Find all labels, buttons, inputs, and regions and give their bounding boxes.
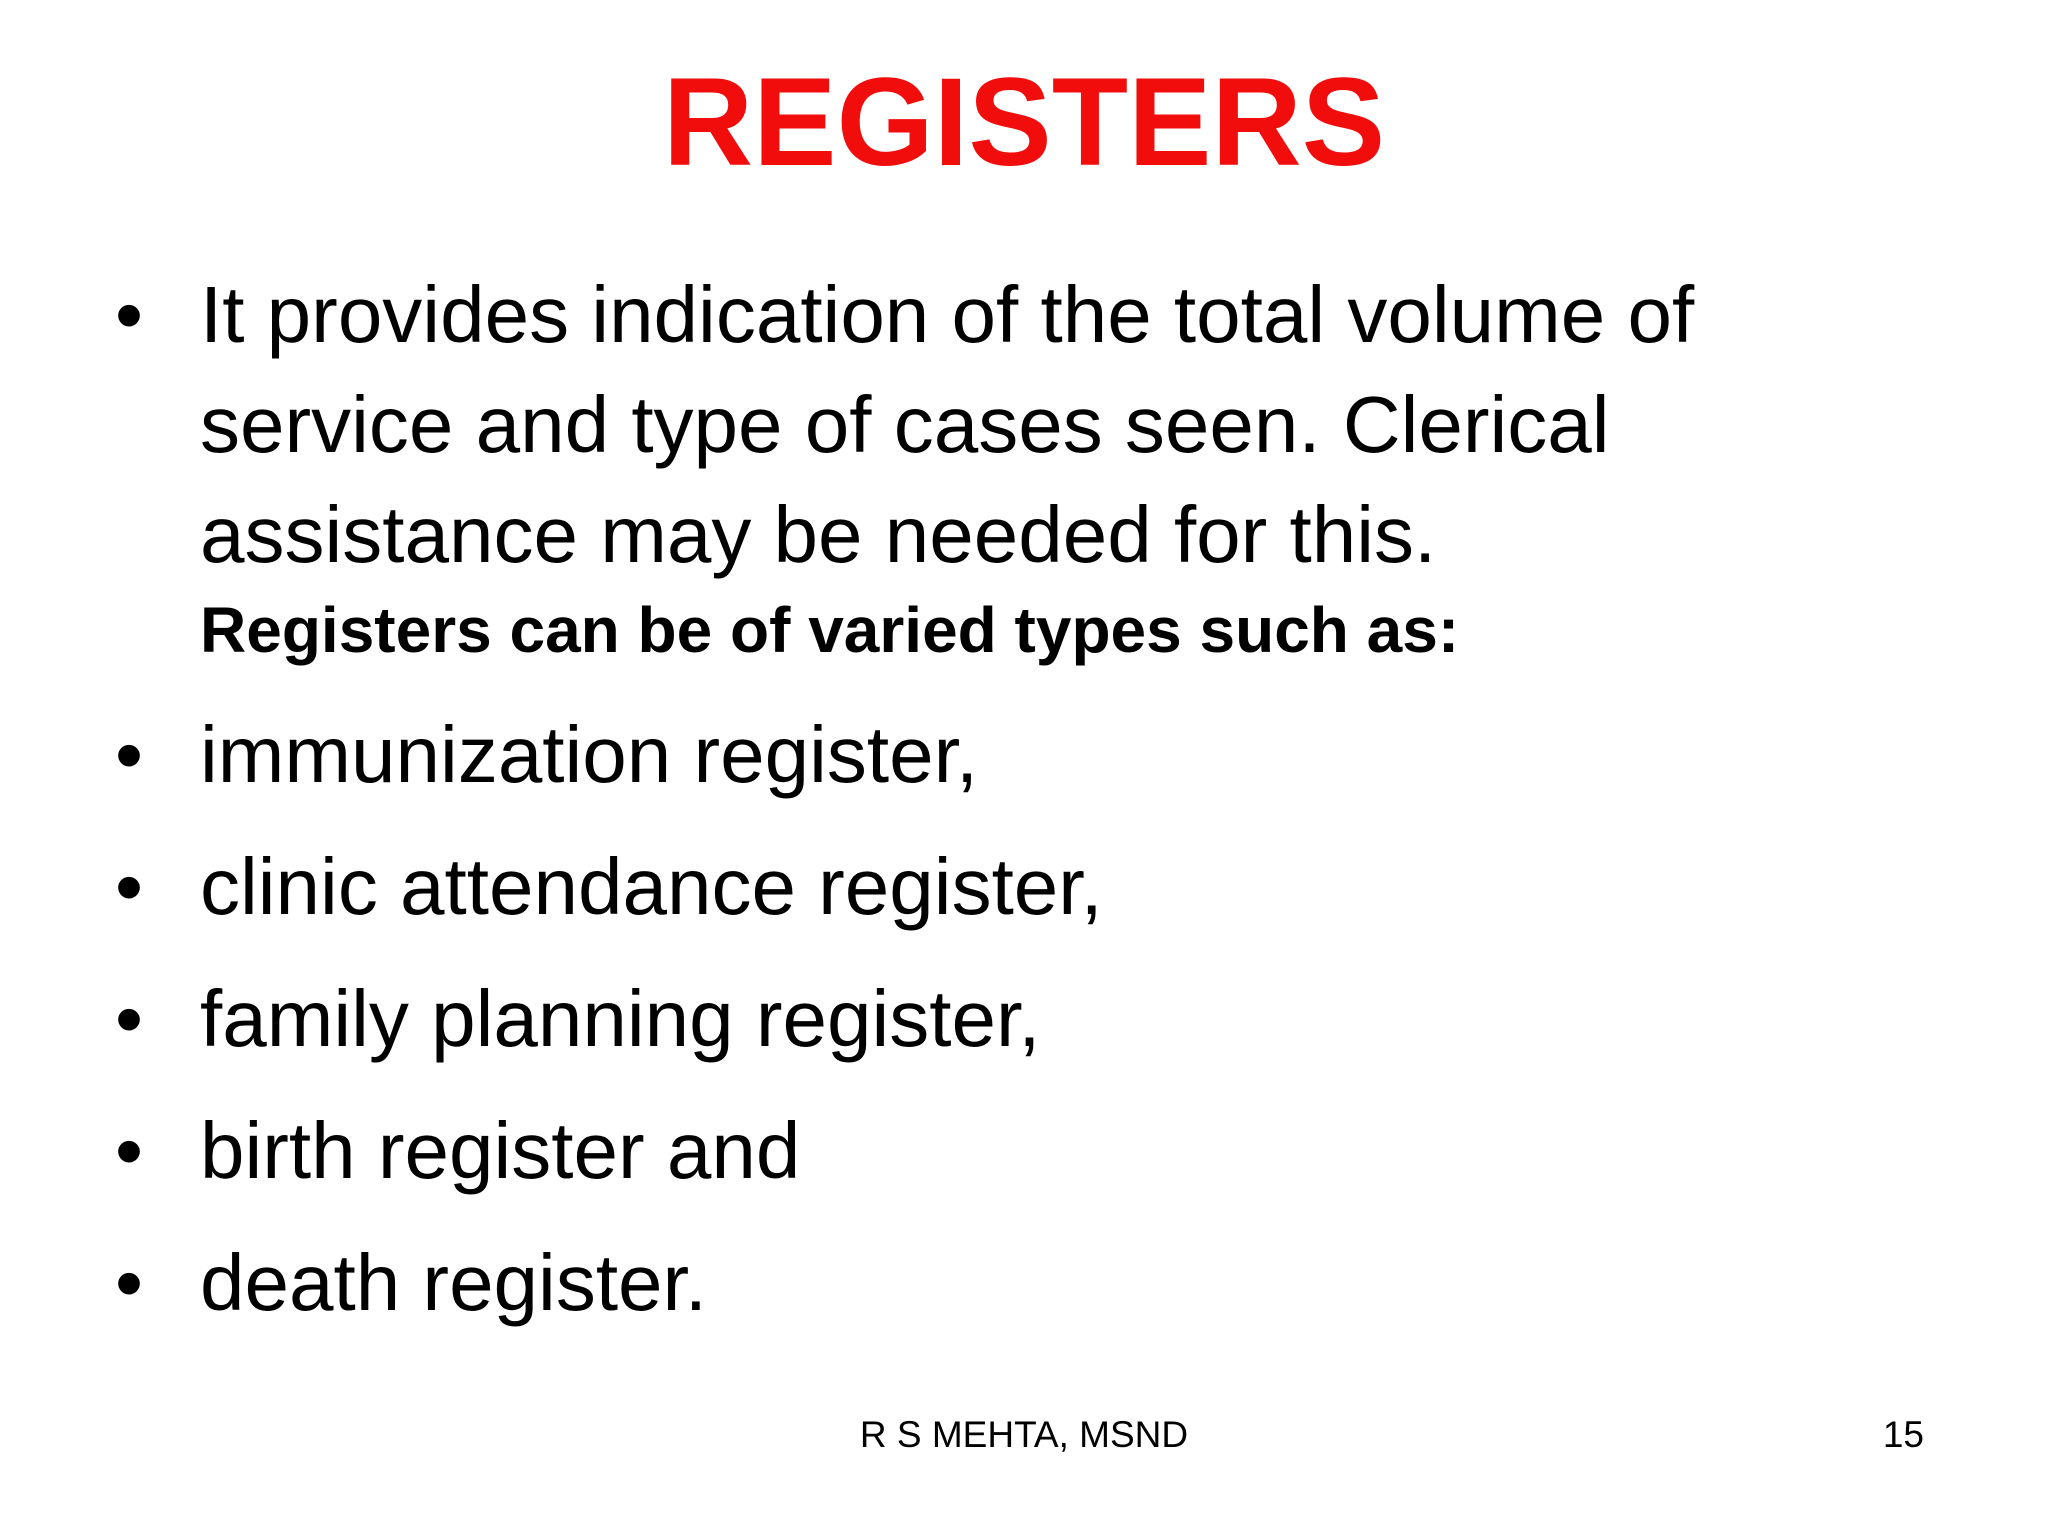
page-number: 15 xyxy=(1882,1414,1924,1455)
bullet-icon: • xyxy=(115,270,144,359)
bullet-icon: • xyxy=(115,710,144,799)
bullet-icon: • xyxy=(115,842,144,931)
list-item-family-planning: family planning register, xyxy=(200,974,1041,1063)
list-item-birth: birth register and xyxy=(200,1106,801,1195)
list-item-death: death register. xyxy=(200,1238,707,1327)
slide-title: REGISTERS xyxy=(662,53,1386,192)
list-item-immunization: immunization register, xyxy=(200,710,979,799)
bullet-icon: • xyxy=(115,1238,144,1327)
intro-text: It provides indication of the total volume of service and type of cases seen. Clerical assistance may be needed for this. xyxy=(200,270,1695,579)
footer-author: R S MEHTA, MSND xyxy=(859,1414,1189,1455)
list-item-clinic-attendance: clinic attendance register, xyxy=(200,842,1103,931)
subheading: Registers can be of varied types such as: xyxy=(200,594,1460,666)
bullet-icon: • xyxy=(115,974,144,1063)
bullet-icon: • xyxy=(115,1106,144,1195)
